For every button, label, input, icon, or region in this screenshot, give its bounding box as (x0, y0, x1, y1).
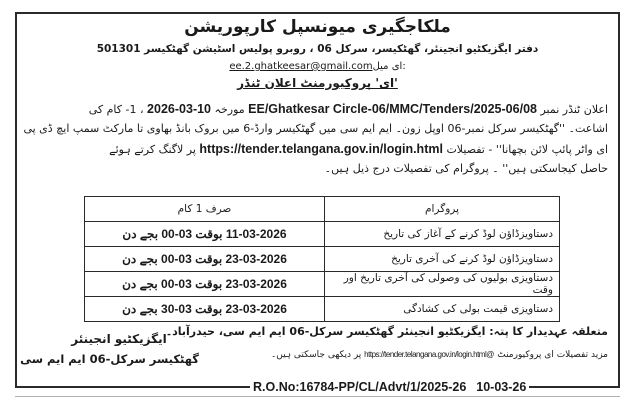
body-line-1 (89, 102, 608, 116)
details-label: ای واٹر پائپ لائن بچھانا'' - تفصیلات (446, 143, 608, 156)
notice-frame (15, 12, 620, 388)
body-line-3 (109, 142, 608, 156)
tender-portal-link[interactable]: https://tender.telangana.gov.in/login.html (199, 142, 443, 156)
office-address: دفتر ایگزیکٹیو انجینئر، گھٹکیسر، سرکل 06 ، روبرو پولیس اسٹیشن گھٹکیسر 501301 (96, 43, 539, 55)
release-order-number: R.O.No:16784-PP/CL/Advt/1/2025-26 (253, 380, 467, 394)
row-program: دستاویزڈاؤن لوڈ کرنے کی آخری تاریخ (325, 247, 560, 272)
release-order (250, 380, 529, 394)
email-label: ای میل: (372, 61, 406, 72)
signature-title: ایگزیکٹیو انجینئر (71, 332, 167, 346)
dated-label: مورخہ (214, 103, 245, 116)
more-details-link[interactable]: @https://tender.telangana.gov.in/login.html (364, 350, 495, 359)
schedule-table (84, 196, 560, 322)
table-header-row (85, 197, 560, 222)
more-details-label: مزید تفصیلات ای پروکیورمنٹ (497, 350, 608, 360)
table-row (85, 247, 560, 272)
row-datetime: 23-03-2026 بوقت 03-00 بجے دن (85, 247, 325, 272)
officer-address: متعلقہ عہدیدار کا پتہ: ایگزیکٹیو انجینئر گھٹکیسر سرکل-06 ایم ایم سی، حیدرآباد۔ (165, 325, 608, 338)
release-order-date: 10-03-26 (476, 380, 527, 394)
notice-heading: 'ای' پروکیورمنٹ اعلان ٹنڈر (237, 76, 398, 90)
signature-office: گھٹکیسر سرکل-06 ایم ایم سی (20, 352, 199, 366)
row-program: دستاویزی بولیوں کی وصولی کی آخری تاریخ اور وقت (325, 272, 560, 297)
row-datetime: 11-03-2026 بوقت 03-00 بجے دن (85, 222, 325, 247)
email-address: ee.2.ghatkeesar@gmail.com (229, 61, 373, 72)
more-details-suffix: پر دیکھی جاسکتی ہیں۔ (270, 350, 362, 360)
header-work: صرف 1 کام (85, 197, 325, 222)
tender-number: 08/EE/Ghatkesar Circle-06/MMC/Tenders/2025-06 (248, 102, 537, 116)
table-row (85, 222, 560, 247)
row-program: دستاویزی قیمت بولی کی کشادگی (325, 297, 560, 322)
body-line-1-suffix: ، 1- کام کی (88, 103, 144, 116)
more-details-line (271, 350, 608, 360)
row-datetime: 23-03-2026 بوقت 03-00 بجے دن (85, 272, 325, 297)
tender-date: 10-03-2026 (147, 102, 212, 116)
body-line-3-suffix: پر لاگنگ کرتے ہوئے (109, 143, 196, 156)
header-program: پروگرام (325, 197, 560, 222)
tender-number-label: اعلان ٹنڈر نمبر (540, 103, 608, 116)
corporation-title: ملکاجگیری میونسپل کارپوریشن (184, 17, 451, 37)
body-line-4: حاصل کیجاسکتی ہیں'' ۔ پروگرام کی تفصیلات درج ذیل ہیں۔ (324, 162, 608, 175)
body-line-2: اشاعت۔ ''گھٹکیسر سرکل نمبر-06 اوپل زون۔ ایم ایم سی میں گھٹکیسر وارڈ-6 میں بروک بانڈ بھاوی تا مارکٹ سمپ ایچ ڈی پی (23, 122, 608, 135)
row-datetime: 23-03-2026 بوقت 03-30 بجے دن (85, 297, 325, 322)
row-program: دستاویزڈاؤن لوڈ کرنے کے آغاز کی تاریخ (325, 222, 560, 247)
table-row (85, 297, 560, 322)
table-row (85, 272, 560, 297)
bottom-divider (15, 396, 620, 397)
email-line (17, 61, 618, 72)
